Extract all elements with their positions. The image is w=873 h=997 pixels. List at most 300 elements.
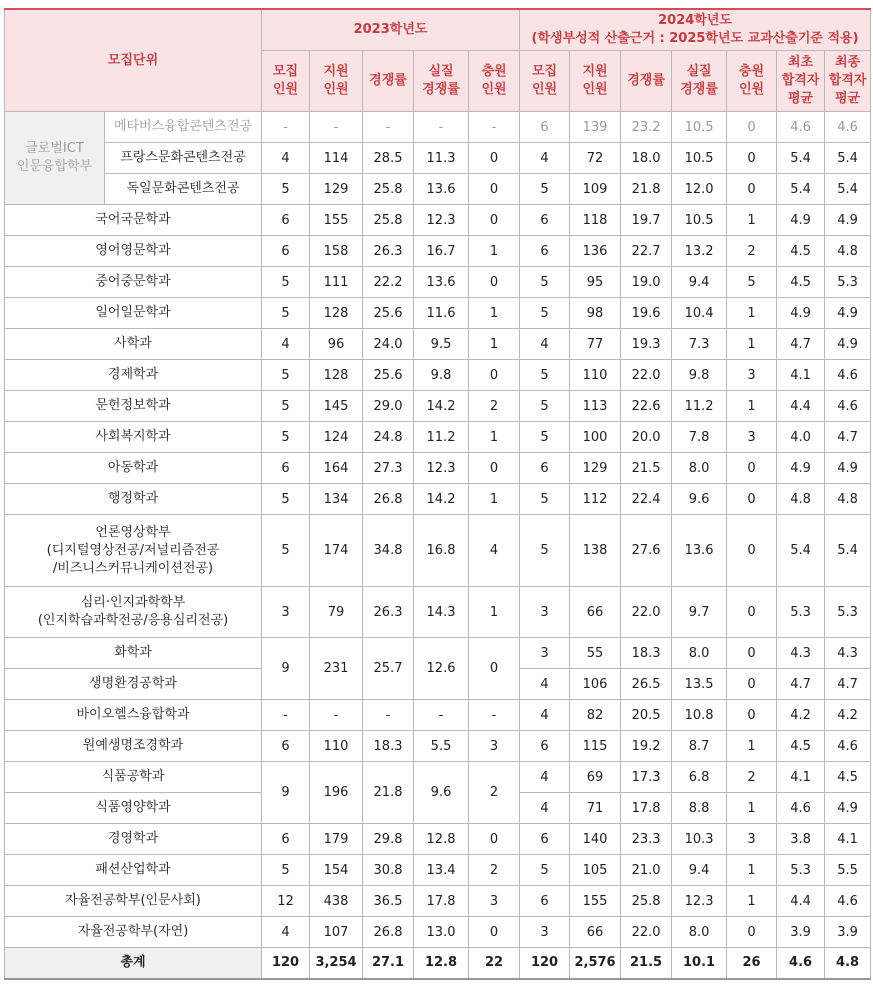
table-cell: 0 bbox=[469, 143, 520, 174]
table-cell: 4.6 bbox=[825, 391, 871, 422]
table-cell: 4.0 bbox=[777, 422, 825, 453]
table-cell: 5.5 bbox=[825, 855, 871, 886]
table-cell: 22.0 bbox=[621, 587, 672, 638]
table-cell: - bbox=[469, 112, 520, 143]
dept-name: 자율전공학부(인문사회) bbox=[5, 886, 262, 917]
table-cell: 4.4 bbox=[777, 886, 825, 917]
table-cell: 9.4 bbox=[672, 267, 727, 298]
dept-name: 생명환경공학과 bbox=[5, 669, 262, 700]
table-cell: 18.0 bbox=[621, 143, 672, 174]
table-cell: 18.3 bbox=[621, 638, 672, 669]
table-cell: 9.6 bbox=[414, 762, 469, 824]
table-cell: 4.3 bbox=[777, 638, 825, 669]
table-cell: 4.9 bbox=[777, 298, 825, 329]
table-cell: 0 bbox=[727, 638, 777, 669]
dept-name: 행정학과 bbox=[5, 484, 262, 515]
table-cell: 3.9 bbox=[825, 917, 871, 948]
table-cell: 9.4 bbox=[672, 855, 727, 886]
table-cell: 4.6 bbox=[825, 112, 871, 143]
table-cell: 4.5 bbox=[777, 236, 825, 267]
table-cell: 100 bbox=[570, 422, 621, 453]
dept-name: 화학과 bbox=[5, 638, 262, 669]
table-cell: 12.3 bbox=[414, 453, 469, 484]
table-cell: 3 bbox=[469, 886, 520, 917]
dept-name: 중어중문학과 bbox=[5, 267, 262, 298]
dept-name: 바이오헬스융합학과 bbox=[5, 700, 262, 731]
table-cell: 26.3 bbox=[363, 236, 414, 267]
table-cell: 26.3 bbox=[363, 587, 414, 638]
table-cell: 12.0 bbox=[672, 174, 727, 205]
header-year-2024-note: (학생부성적 산출근거 : 2025학년도 교과산출기준 적용) bbox=[531, 31, 859, 46]
table-cell: 4.6 bbox=[777, 793, 825, 824]
table-cell: 5 bbox=[520, 484, 570, 515]
table-row bbox=[5, 391, 871, 422]
table-cell: 5 bbox=[520, 515, 570, 587]
table-cell: 13.0 bbox=[414, 917, 469, 948]
table-cell: 11.2 bbox=[672, 391, 727, 422]
table-cell: - bbox=[414, 700, 469, 731]
dept-name bbox=[5, 587, 262, 638]
table-cell: 3.8 bbox=[777, 824, 825, 855]
col-applicants-2024: 지원 인원 bbox=[570, 51, 621, 112]
dept-name: 영어영문학과 bbox=[5, 236, 262, 267]
table-cell: 9.8 bbox=[672, 360, 727, 391]
table-cell: 13.6 bbox=[414, 174, 469, 205]
table-cell: 26 bbox=[727, 948, 777, 979]
table-cell: 14.3 bbox=[414, 587, 469, 638]
table-cell: 8.0 bbox=[672, 917, 727, 948]
table-cell: 10.1 bbox=[672, 948, 727, 979]
table-cell: 3 bbox=[727, 360, 777, 391]
table-cell: 4 bbox=[520, 143, 570, 174]
table-cell: 138 bbox=[570, 515, 621, 587]
table-cell: 5 bbox=[262, 515, 310, 587]
table-cell: 21.0 bbox=[621, 855, 672, 886]
table-cell: 154 bbox=[310, 855, 363, 886]
table-cell: 3 bbox=[520, 587, 570, 638]
dept-name: 사회복지학과 bbox=[5, 422, 262, 453]
table-cell: 128 bbox=[310, 360, 363, 391]
table-cell: 5 bbox=[520, 422, 570, 453]
table-cell: 0 bbox=[727, 700, 777, 731]
table-cell: - bbox=[262, 700, 310, 731]
table-cell: 4 bbox=[262, 329, 310, 360]
dept-name: 총계 bbox=[5, 948, 262, 979]
dept-name: 경영학과 bbox=[5, 824, 262, 855]
table-cell: 6 bbox=[262, 731, 310, 762]
table-cell: 28.5 bbox=[363, 143, 414, 174]
table-cell: 25.6 bbox=[363, 298, 414, 329]
table-cell: 0 bbox=[469, 917, 520, 948]
table-row bbox=[5, 205, 871, 236]
table-cell: 174 bbox=[310, 515, 363, 587]
table-cell: 6 bbox=[262, 824, 310, 855]
table-cell: 9 bbox=[262, 762, 310, 824]
table-cell: 107 bbox=[310, 917, 363, 948]
table-cell: 1 bbox=[727, 731, 777, 762]
dept-name: 국어국문학과 bbox=[5, 205, 262, 236]
col-final-avg-2024: 최종 합격자 평균 bbox=[825, 51, 871, 112]
table-cell: 5.3 bbox=[777, 855, 825, 886]
table-row bbox=[5, 762, 871, 793]
table-cell: 4.5 bbox=[825, 762, 871, 793]
table-row bbox=[5, 731, 871, 762]
table-row bbox=[5, 422, 871, 453]
table-cell: - bbox=[363, 700, 414, 731]
table-cell: 72 bbox=[570, 143, 621, 174]
table-cell: 21.5 bbox=[621, 453, 672, 484]
table-cell: 3 bbox=[520, 917, 570, 948]
table-cell: 6 bbox=[520, 824, 570, 855]
table-cell: 22.6 bbox=[621, 391, 672, 422]
col-real-ratio-2024: 실질 경쟁률 bbox=[672, 51, 727, 112]
table-cell: 3 bbox=[520, 638, 570, 669]
table-cell: 66 bbox=[570, 917, 621, 948]
col-quota-2023: 모집 인원 bbox=[262, 51, 310, 112]
table-cell: 4.8 bbox=[825, 484, 871, 515]
table-cell: 24.8 bbox=[363, 422, 414, 453]
table-cell: 79 bbox=[310, 587, 363, 638]
total-row bbox=[5, 948, 871, 979]
table-cell: 179 bbox=[310, 824, 363, 855]
table-row bbox=[5, 360, 871, 391]
table-row bbox=[5, 587, 871, 638]
table-cell: 8.0 bbox=[672, 453, 727, 484]
table-cell: 3.9 bbox=[777, 917, 825, 948]
table-cell: 4.1 bbox=[825, 824, 871, 855]
table-cell: 20.0 bbox=[621, 422, 672, 453]
table-row bbox=[5, 638, 871, 669]
table-cell: 19.0 bbox=[621, 267, 672, 298]
table-cell: 10.3 bbox=[672, 824, 727, 855]
table-cell: 2 bbox=[469, 391, 520, 422]
table-cell: 0 bbox=[469, 174, 520, 205]
table-cell: 4.9 bbox=[825, 453, 871, 484]
dept-name: 자율전공학부(자연) bbox=[5, 917, 262, 948]
table-cell: 23.2 bbox=[621, 112, 672, 143]
table-cell: 34.8 bbox=[363, 515, 414, 587]
table-cell: 10.5 bbox=[672, 205, 727, 236]
table-row bbox=[5, 298, 871, 329]
table-cell: 4 bbox=[520, 669, 570, 700]
table-cell: 10.5 bbox=[672, 143, 727, 174]
header-year-2024 bbox=[520, 9, 871, 51]
table-cell: 26.8 bbox=[363, 917, 414, 948]
table-cell: 16.7 bbox=[414, 236, 469, 267]
table-cell: 25.8 bbox=[621, 886, 672, 917]
table-cell: 196 bbox=[310, 762, 363, 824]
table-cell: 9.8 bbox=[414, 360, 469, 391]
header-year-2024-title: 2024학년도 bbox=[658, 13, 732, 28]
table-cell: 106 bbox=[570, 669, 621, 700]
table-cell: 4.7 bbox=[825, 669, 871, 700]
table-cell: 5 bbox=[262, 391, 310, 422]
table-cell: 17.8 bbox=[414, 886, 469, 917]
table-cell: 1 bbox=[727, 205, 777, 236]
table-cell: 12.6 bbox=[414, 638, 469, 700]
table-cell: 5 bbox=[520, 855, 570, 886]
col-supp-2023: 충원 인원 bbox=[469, 51, 520, 112]
table-cell: 4 bbox=[520, 700, 570, 731]
dept-name: 독일문화콘텐츠전공 bbox=[105, 174, 262, 205]
table-cell: 1 bbox=[469, 484, 520, 515]
table-cell: 0 bbox=[727, 484, 777, 515]
table-cell: 8.0 bbox=[672, 638, 727, 669]
table-cell: 5 bbox=[262, 360, 310, 391]
dept-name: 아동학과 bbox=[5, 453, 262, 484]
table-cell: 13.4 bbox=[414, 855, 469, 886]
table-cell: - bbox=[414, 112, 469, 143]
table-cell: 0 bbox=[727, 453, 777, 484]
header-year-2023: 2023학년도 bbox=[262, 9, 520, 51]
table-cell: 4 bbox=[520, 793, 570, 824]
table-cell: 10.8 bbox=[672, 700, 727, 731]
dept-name: 원예생명조경학과 bbox=[5, 731, 262, 762]
col-real-ratio-2023: 실질 경쟁률 bbox=[414, 51, 469, 112]
table-cell: 2 bbox=[727, 762, 777, 793]
table-cell: 10.5 bbox=[672, 112, 727, 143]
table-cell: 4.6 bbox=[777, 948, 825, 979]
table-cell: 114 bbox=[310, 143, 363, 174]
table-cell: 24.0 bbox=[363, 329, 414, 360]
table-cell: 5.4 bbox=[825, 143, 871, 174]
table-cell: 4.9 bbox=[825, 793, 871, 824]
table-row bbox=[5, 700, 871, 731]
dept-name-line: (디지털영상전공/저널리즘전공 bbox=[46, 542, 220, 558]
table-cell: 115 bbox=[570, 731, 621, 762]
table-cell: 5.4 bbox=[777, 515, 825, 587]
table-cell: 0 bbox=[727, 143, 777, 174]
table-cell: 4 bbox=[262, 143, 310, 174]
table-cell: 11.6 bbox=[414, 298, 469, 329]
table-cell: 118 bbox=[570, 205, 621, 236]
table-cell: 27.3 bbox=[363, 453, 414, 484]
table-cell: - bbox=[310, 112, 363, 143]
table-cell: 124 bbox=[310, 422, 363, 453]
table-cell: 0 bbox=[469, 267, 520, 298]
table-row bbox=[5, 855, 871, 886]
table-cell: 6 bbox=[262, 236, 310, 267]
table-cell: 82 bbox=[570, 700, 621, 731]
table-cell: 145 bbox=[310, 391, 363, 422]
table-cell: 8.8 bbox=[672, 793, 727, 824]
dept-name: 경제학과 bbox=[5, 360, 262, 391]
col-ratio-2024: 경쟁률 bbox=[621, 51, 672, 112]
table-cell: 6 bbox=[520, 236, 570, 267]
table-cell: 4.7 bbox=[777, 669, 825, 700]
table-cell: 110 bbox=[310, 731, 363, 762]
table-cell: 0 bbox=[727, 917, 777, 948]
table-cell: 77 bbox=[570, 329, 621, 360]
table-cell: 12 bbox=[262, 886, 310, 917]
table-cell: 25.6 bbox=[363, 360, 414, 391]
table-cell: 0 bbox=[469, 360, 520, 391]
table-cell: 5 bbox=[727, 267, 777, 298]
table-cell: 4 bbox=[469, 515, 520, 587]
table-cell: 120 bbox=[262, 948, 310, 979]
col-quota-2024: 모집 인원 bbox=[520, 51, 570, 112]
table-cell: 0 bbox=[727, 515, 777, 587]
table-cell: 12.8 bbox=[414, 824, 469, 855]
table-cell: 438 bbox=[310, 886, 363, 917]
col-ratio-2023: 경쟁률 bbox=[363, 51, 414, 112]
table-cell: 26.8 bbox=[363, 484, 414, 515]
table-cell: 1 bbox=[727, 329, 777, 360]
dept-name-line: /비즈니스커뮤니케이션전공) bbox=[52, 560, 214, 576]
table-cell: 12.3 bbox=[672, 886, 727, 917]
table-cell: 1 bbox=[469, 329, 520, 360]
table-cell: 4.8 bbox=[825, 236, 871, 267]
table-body bbox=[5, 112, 871, 979]
table-cell: 1 bbox=[469, 236, 520, 267]
table-cell: 0 bbox=[469, 205, 520, 236]
table-cell: 9 bbox=[262, 638, 310, 700]
table-cell: 55 bbox=[570, 638, 621, 669]
table-cell: 4 bbox=[520, 329, 570, 360]
col-supp-2024: 충원 인원 bbox=[727, 51, 777, 112]
table-cell: 5 bbox=[520, 267, 570, 298]
dept-name: 식품공학과 bbox=[5, 762, 262, 793]
table-cell: 1 bbox=[727, 298, 777, 329]
table-cell: 5.3 bbox=[777, 587, 825, 638]
table-cell: 120 bbox=[520, 948, 570, 979]
table-cell: 13.2 bbox=[672, 236, 727, 267]
table-cell: 5.4 bbox=[777, 174, 825, 205]
col-applicants-2023: 지원 인원 bbox=[310, 51, 363, 112]
table-cell: 4.9 bbox=[825, 205, 871, 236]
table-cell: 22.2 bbox=[363, 267, 414, 298]
table-cell: 4.2 bbox=[825, 700, 871, 731]
table-cell: 0 bbox=[727, 669, 777, 700]
table-cell: 4.7 bbox=[825, 422, 871, 453]
table-cell: 12.3 bbox=[414, 205, 469, 236]
table-cell: 5 bbox=[520, 174, 570, 205]
table-cell: 6 bbox=[520, 205, 570, 236]
table-cell: 5 bbox=[262, 422, 310, 453]
table-cell: 5 bbox=[520, 360, 570, 391]
table-row bbox=[5, 886, 871, 917]
table-cell: 4.8 bbox=[825, 948, 871, 979]
table-cell: 19.6 bbox=[621, 298, 672, 329]
table-cell: 4.2 bbox=[777, 700, 825, 731]
table-cell: 0 bbox=[727, 112, 777, 143]
table-cell: 4.6 bbox=[825, 360, 871, 391]
table-row bbox=[5, 143, 871, 174]
table-cell: 5 bbox=[520, 391, 570, 422]
table-cell: 30.8 bbox=[363, 855, 414, 886]
table-cell: 155 bbox=[570, 886, 621, 917]
table-cell: 3 bbox=[262, 587, 310, 638]
table-cell: 13.6 bbox=[672, 515, 727, 587]
table-cell: 1 bbox=[469, 422, 520, 453]
table-cell: 105 bbox=[570, 855, 621, 886]
table-row bbox=[5, 824, 871, 855]
table-cell: 5 bbox=[262, 855, 310, 886]
table-cell: 140 bbox=[570, 824, 621, 855]
table-cell: 14.2 bbox=[414, 391, 469, 422]
table-cell: 12.8 bbox=[414, 948, 469, 979]
table-cell: 16.8 bbox=[414, 515, 469, 587]
table-cell: 6 bbox=[520, 453, 570, 484]
table-cell: 3 bbox=[727, 422, 777, 453]
table-cell: 66 bbox=[570, 587, 621, 638]
table-cell: - bbox=[363, 112, 414, 143]
table-cell: 69 bbox=[570, 762, 621, 793]
table-cell: 29.0 bbox=[363, 391, 414, 422]
table-row bbox=[5, 484, 871, 515]
table-cell: 4.1 bbox=[777, 360, 825, 391]
table-cell: 110 bbox=[570, 360, 621, 391]
admissions-table bbox=[4, 8, 871, 980]
table-cell: 109 bbox=[570, 174, 621, 205]
table-row bbox=[5, 267, 871, 298]
table-cell: - bbox=[469, 700, 520, 731]
table-cell: 0 bbox=[469, 824, 520, 855]
table-cell: 71 bbox=[570, 793, 621, 824]
table-cell: 5 bbox=[262, 484, 310, 515]
table-cell: 7.3 bbox=[672, 329, 727, 360]
table-cell: 19.2 bbox=[621, 731, 672, 762]
table-cell: 19.3 bbox=[621, 329, 672, 360]
table-cell: 5.3 bbox=[825, 587, 871, 638]
table-cell: 25.8 bbox=[363, 205, 414, 236]
table-row bbox=[5, 515, 871, 587]
table-cell: 95 bbox=[570, 267, 621, 298]
table-cell: 25.8 bbox=[363, 174, 414, 205]
table-cell: - bbox=[310, 700, 363, 731]
table-cell: 0 bbox=[469, 453, 520, 484]
table-cell: 22.4 bbox=[621, 484, 672, 515]
table-cell: 155 bbox=[310, 205, 363, 236]
table-cell: 4.3 bbox=[825, 638, 871, 669]
table-cell: 4.1 bbox=[777, 762, 825, 793]
table-cell: 5.4 bbox=[825, 174, 871, 205]
dept-name-line: 심리·인지과학학부 bbox=[80, 595, 186, 610]
table-cell: 8.7 bbox=[672, 731, 727, 762]
table-cell: 5.3 bbox=[825, 267, 871, 298]
table-cell: 4 bbox=[520, 762, 570, 793]
dept-name: 식품영양학과 bbox=[5, 793, 262, 824]
table-row bbox=[5, 112, 871, 143]
table-cell: 5 bbox=[262, 174, 310, 205]
table-cell: 5 bbox=[262, 267, 310, 298]
table-cell: 5.5 bbox=[414, 731, 469, 762]
table-row bbox=[5, 917, 871, 948]
table-cell: 22.0 bbox=[621, 917, 672, 948]
table-cell: 10.4 bbox=[672, 298, 727, 329]
dept-name: 문헌정보학과 bbox=[5, 391, 262, 422]
table-row bbox=[5, 236, 871, 267]
table-cell: 6 bbox=[520, 112, 570, 143]
table-cell: 6 bbox=[520, 731, 570, 762]
table-cell: 0 bbox=[469, 638, 520, 700]
table-cell: 17.8 bbox=[621, 793, 672, 824]
table-cell: 112 bbox=[570, 484, 621, 515]
table-cell: 13.6 bbox=[414, 267, 469, 298]
table-row bbox=[5, 329, 871, 360]
table-cell: 22.7 bbox=[621, 236, 672, 267]
table-cell: 11.2 bbox=[414, 422, 469, 453]
dept-name: 일어일문학과 bbox=[5, 298, 262, 329]
table-cell: 0 bbox=[727, 174, 777, 205]
table-cell: 3 bbox=[469, 731, 520, 762]
table-cell: 158 bbox=[310, 236, 363, 267]
table-cell: 2 bbox=[469, 762, 520, 824]
table-cell: 1 bbox=[469, 587, 520, 638]
col-first-avg-2024: 최초 합격자 평균 bbox=[777, 51, 825, 112]
table-cell: 26.5 bbox=[621, 669, 672, 700]
table-cell: 9.7 bbox=[672, 587, 727, 638]
